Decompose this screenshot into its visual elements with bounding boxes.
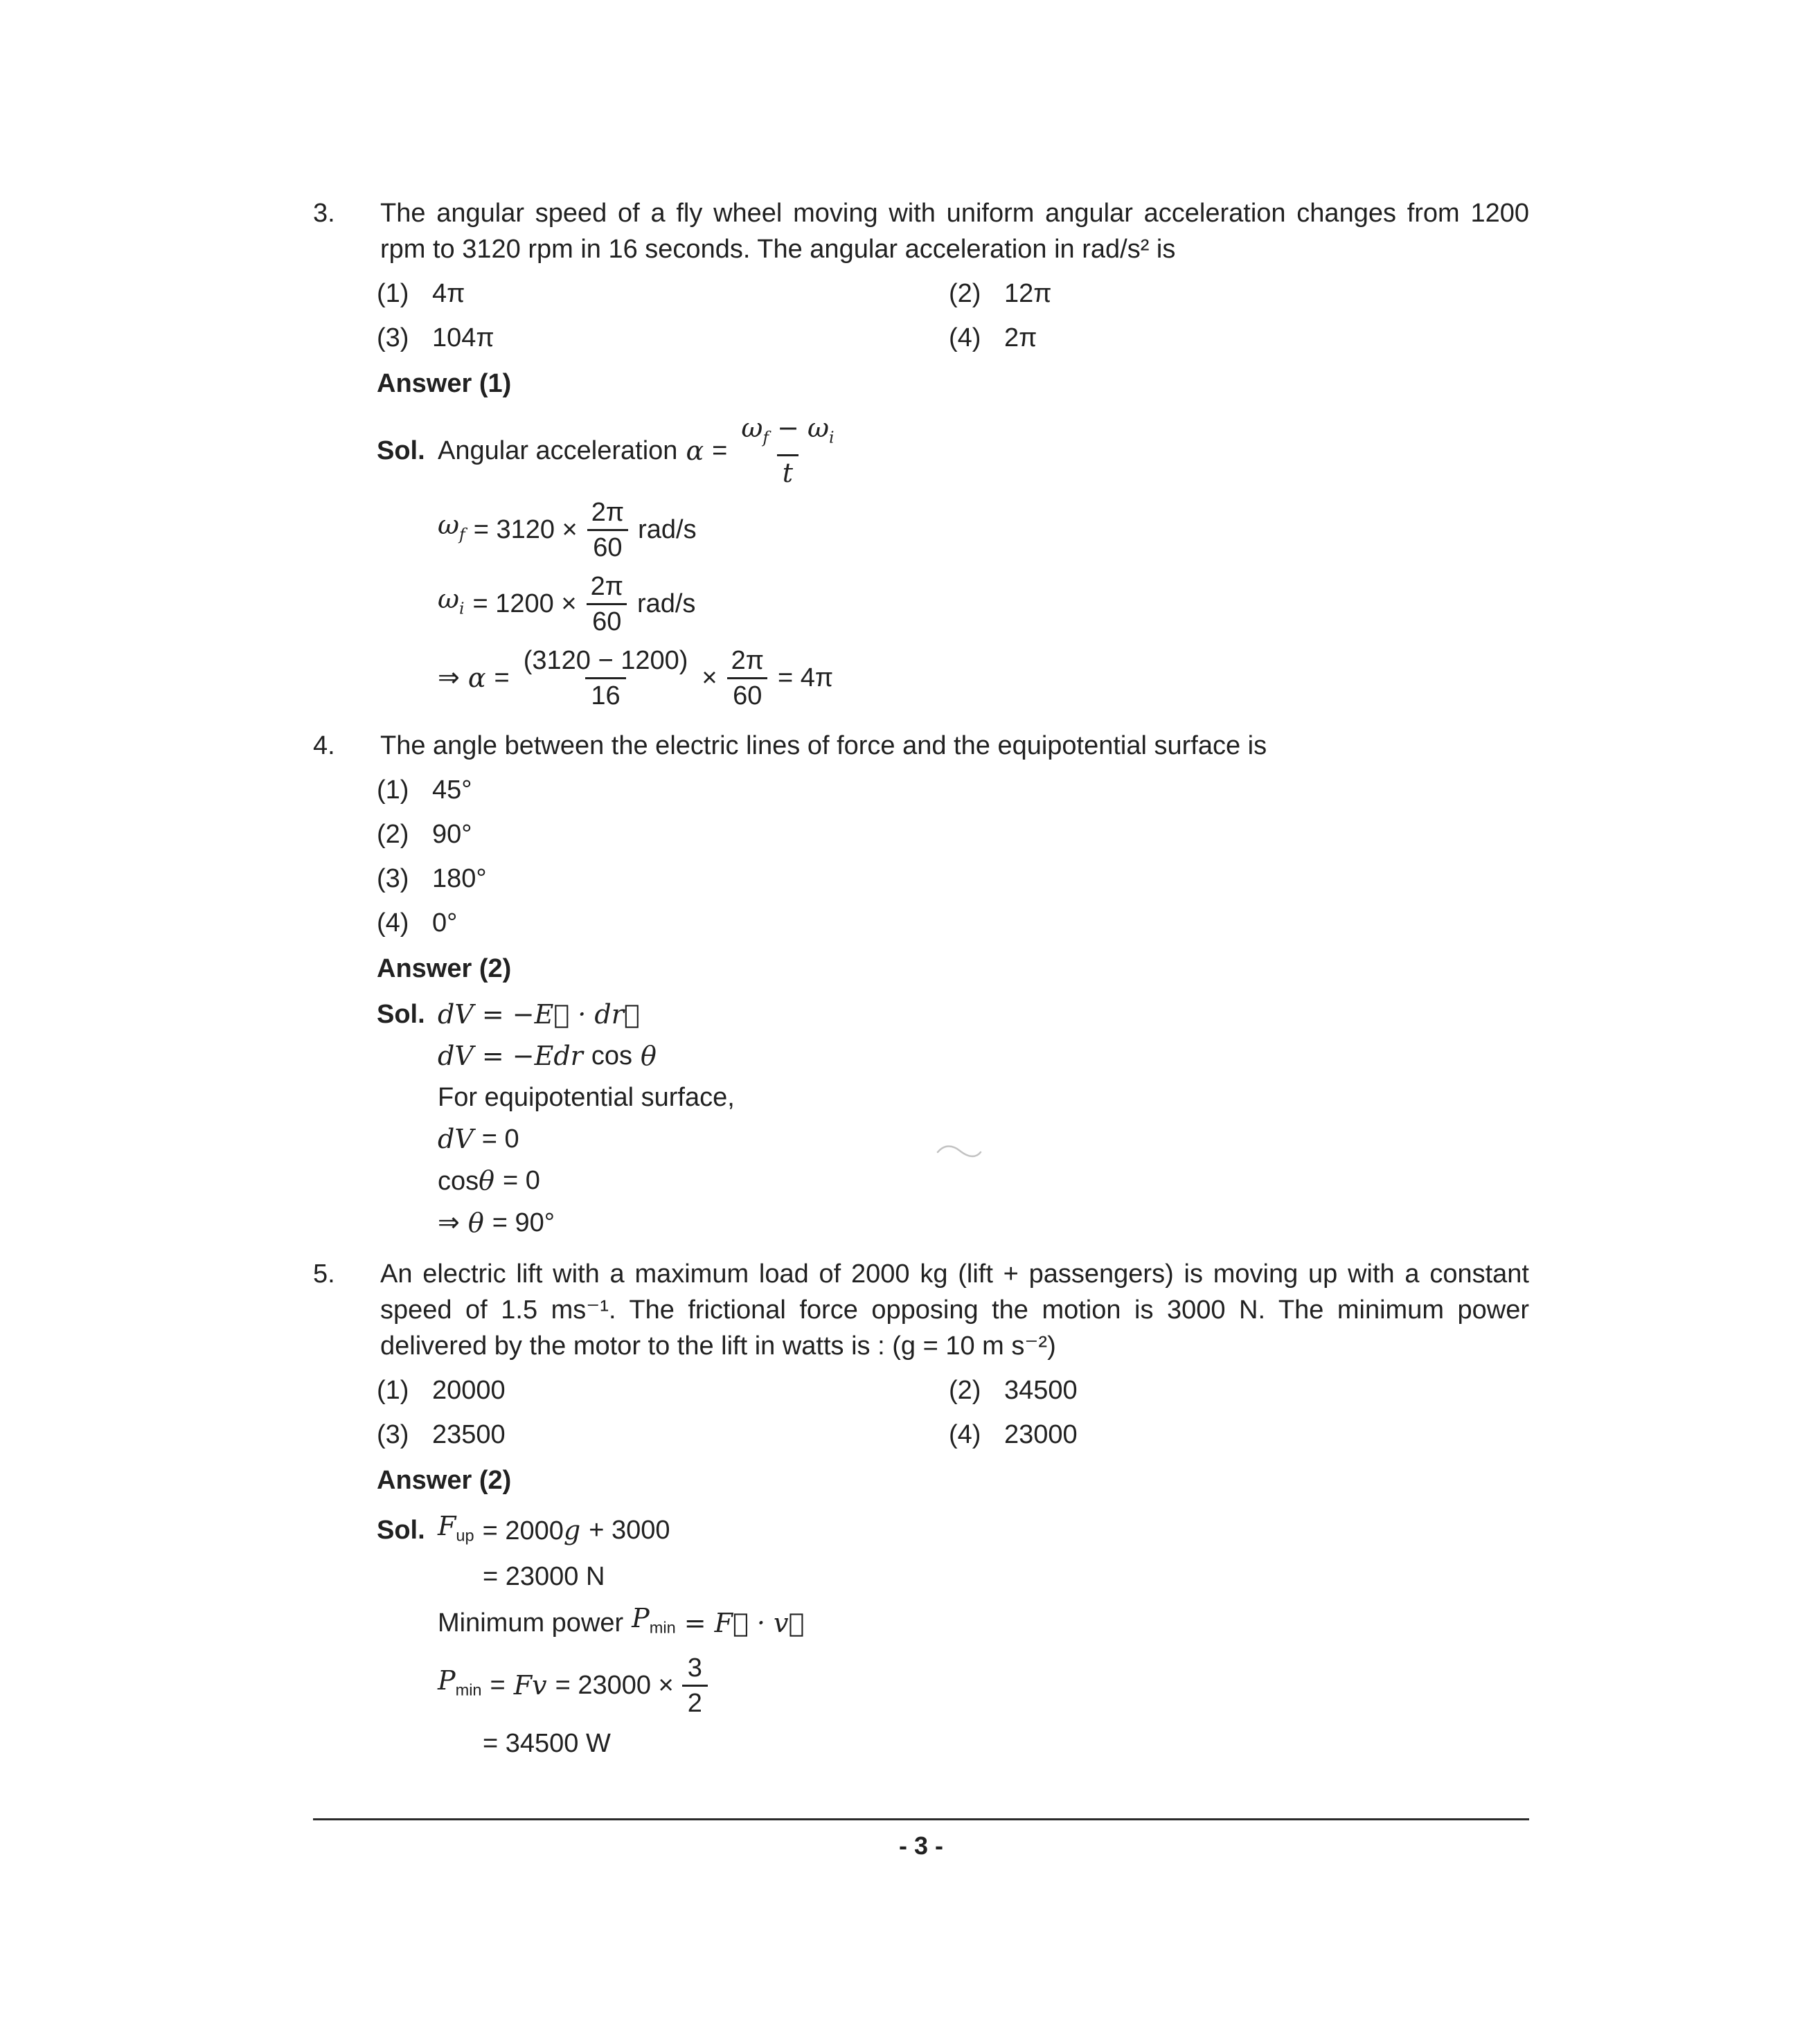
option-value: 2π [1004, 323, 1037, 352]
implies-arrow: ⇒ [438, 663, 460, 693]
math-text: Angular acceleration [438, 436, 678, 465]
variable-group [438, 1662, 482, 1708]
sol-label: Sol. [377, 999, 425, 1029]
math-segment: + 3000 [589, 1516, 670, 1545]
omega-symbol: ω [438, 584, 459, 615]
option-label: (2) [949, 1375, 981, 1405]
fraction-denominator: 60 [727, 677, 767, 712]
solution-3 [313, 411, 1529, 712]
question-5 [313, 1256, 1529, 1761]
fraction-numerator: 2π [590, 571, 623, 601]
page-number: - 3 - [898, 1831, 943, 1860]
footer-divider [313, 1818, 1529, 1820]
variable-group [438, 1163, 494, 1199]
option-2 [949, 1372, 1078, 1408]
fraction-numerator: (3120 − 1200) [523, 645, 688, 675]
solution-line [483, 1725, 1529, 1761]
option-3 [377, 320, 949, 356]
question-number: 4. [313, 730, 335, 760]
option-2 [949, 276, 1052, 312]
solution-line [438, 1205, 1529, 1241]
force-symbol: F [438, 1510, 456, 1541]
option-1 [377, 772, 1529, 808]
math-segment: = 1200 × [472, 589, 577, 619]
option-value: 45° [432, 775, 472, 805]
solution-line [377, 996, 1529, 1032]
option-label: (3) [377, 323, 409, 352]
question-3-head [313, 195, 1529, 267]
solution-line [377, 1508, 1529, 1554]
sol-label: Sol. [377, 1516, 425, 1545]
solution-4 [313, 996, 1529, 1241]
subscript: up [456, 1526, 474, 1545]
answer-label: Answer (2) [377, 1465, 512, 1495]
question-4-head [313, 728, 1529, 764]
variable-group [438, 1508, 474, 1554]
option-2 [377, 816, 1529, 852]
option-value: 20000 [432, 1375, 506, 1405]
option-value: 23000 [1004, 1419, 1078, 1449]
page-content [313, 195, 1529, 1777]
times-sign: × [702, 663, 717, 693]
solution-line [438, 1079, 1529, 1115]
math-segment: = 23000 N [483, 1562, 605, 1592]
solution-line [377, 411, 1529, 490]
omega-symbol: ω [438, 510, 459, 541]
option-3 [377, 1417, 949, 1453]
subscript: i [459, 598, 465, 618]
math-segment: = 0 [503, 1166, 540, 1196]
option-label: (2) [949, 279, 981, 308]
answer-label: Answer (2) [377, 953, 512, 983]
option-4 [949, 320, 1037, 356]
power-symbol: P [438, 1665, 456, 1696]
subscript: i [829, 427, 835, 447]
alpha-symbol: α [467, 663, 486, 694]
question-5-head [313, 1256, 1529, 1364]
cos-function: cos [438, 1166, 479, 1196]
fraction [726, 644, 769, 712]
fraction [682, 1651, 708, 1720]
option-label: (1) [377, 279, 409, 308]
option-label: (1) [377, 1375, 409, 1405]
option-label: (4) [949, 1419, 981, 1449]
text-segment: For equipotential surface, [438, 1082, 735, 1112]
fraction-denominator: 60 [587, 603, 627, 638]
options-row [377, 276, 1529, 312]
option-label: (3) [377, 863, 409, 893]
option-label: (4) [949, 323, 981, 352]
option-value: 4π [432, 279, 465, 308]
option-label: (3) [377, 1419, 409, 1449]
math-segment: = 23000 × [555, 1671, 674, 1701]
option-label: (1) [377, 775, 409, 805]
solution-line [438, 1121, 1529, 1157]
fraction-denominator: 16 [585, 677, 625, 712]
math-segment: = 0 [481, 1124, 519, 1154]
math-segment [483, 1512, 581, 1549]
answer-label: Answer (1) [377, 369, 512, 398]
math-segment: = 2000 [482, 1516, 564, 1545]
power-symbol: P [632, 1603, 650, 1634]
math-segment: = 3120 × [473, 515, 578, 545]
fraction-numerator [735, 411, 839, 454]
equals-sign: = [712, 436, 728, 465]
question-number: 5. [313, 1259, 335, 1289]
question-text: An electric lift with a maximum load of 2000 kg (lift + passengers) is moving up with a constant speed of 1.5 ms⁻¹. The frictional force opposing the motion is 3000 N. The minimum power delivered by the motor to the lift in watts is : (g = 10 m s⁻²) [380, 1259, 1529, 1361]
option-4 [949, 1417, 1078, 1453]
fraction [585, 570, 629, 638]
solution-line [438, 644, 1529, 712]
option-label: (2) [377, 819, 409, 849]
option-1 [377, 1372, 949, 1408]
question-number: 3. [313, 199, 335, 228]
math-segment: − ω [769, 413, 830, 443]
t-symbol: t [782, 457, 794, 488]
math-segment: Fv [513, 1670, 547, 1701]
option-value: 34500 [1004, 1375, 1078, 1405]
alpha-symbol: α [686, 435, 704, 466]
math-segment: dV = −E⃗ · dr⃗ [438, 998, 640, 1030]
sol-label: Sol. [377, 436, 425, 465]
option-4 [377, 905, 1529, 941]
options-row [377, 1417, 1529, 1453]
option-value: 180° [432, 863, 487, 893]
variable-group [438, 581, 465, 627]
subscript: min [649, 1618, 676, 1637]
option-label: (4) [377, 908, 409, 938]
variable-group [438, 507, 465, 553]
question-text: The angular speed of a fly wheel moving with uniform angular acceleration changes from 1200 rpm to 3120 rpm in 16 seconds. The angular acceleration in rad/s² is [380, 199, 1529, 264]
page-footer [313, 1818, 1529, 1861]
option-value: 104π [432, 323, 494, 352]
option-value: 0° [432, 908, 458, 938]
options-stack [313, 772, 1529, 941]
solution-line [438, 1600, 1529, 1646]
solution-line [438, 496, 1529, 564]
fraction [735, 411, 839, 490]
fraction-numerator: 3 [687, 1653, 702, 1683]
solution-line [438, 1038, 1529, 1074]
solution-line [438, 1651, 1529, 1720]
equals-sign: = [494, 663, 510, 693]
implies-arrow: ⇒ [438, 1208, 460, 1237]
theta-symbol: θ [467, 1207, 484, 1238]
question-3 [313, 195, 1529, 712]
variable-group [632, 1600, 676, 1646]
solution-line [438, 1163, 1529, 1199]
math-segment: = 34500 W [483, 1728, 611, 1758]
math-segment: = F⃗ · v⃗ [684, 1607, 805, 1638]
solution-line [483, 1559, 1529, 1595]
omega-symbol: ω [741, 413, 763, 443]
fraction-denominator [777, 454, 799, 490]
unit-label: rad/s [636, 589, 696, 619]
option-1 [377, 276, 949, 312]
fraction-numerator: 2π [591, 497, 625, 527]
options-row [377, 1372, 1529, 1408]
fraction [586, 496, 630, 564]
subscript: min [455, 1681, 482, 1700]
g-symbol: g [563, 1514, 581, 1545]
option-3 [377, 861, 1529, 897]
option-value: 12π [1004, 279, 1052, 308]
cos-function: cos [591, 1041, 632, 1070]
math-segment: = 4π [777, 663, 834, 693]
math-segment: dV = −Edr [438, 1040, 583, 1071]
fraction-denominator: 2 [682, 1685, 708, 1720]
question-text: The angle between the electric lines of force and the equipotential surface is [380, 730, 1267, 760]
solution-line [438, 570, 1529, 638]
fraction-denominator: 60 [587, 529, 627, 564]
solution-5 [313, 1508, 1529, 1761]
math-segment: dV [438, 1123, 474, 1154]
subscript: f [459, 524, 465, 544]
option-value: 23500 [432, 1419, 506, 1449]
question-4 [313, 728, 1529, 1241]
subscript: f [762, 427, 769, 447]
options-row [377, 320, 1529, 356]
fraction [518, 644, 694, 712]
theta-symbol: θ [479, 1165, 495, 1196]
fraction-numerator: 2π [731, 645, 764, 675]
option-value: 90° [432, 819, 472, 849]
scan-artifact-mark [935, 1141, 983, 1162]
text-segment: Minimum power [438, 1608, 624, 1638]
equals-sign: = [490, 1671, 506, 1701]
theta-symbol: θ [640, 1040, 657, 1071]
unit-label: rad/s [638, 515, 697, 545]
math-segment: = 90° [492, 1208, 555, 1237]
